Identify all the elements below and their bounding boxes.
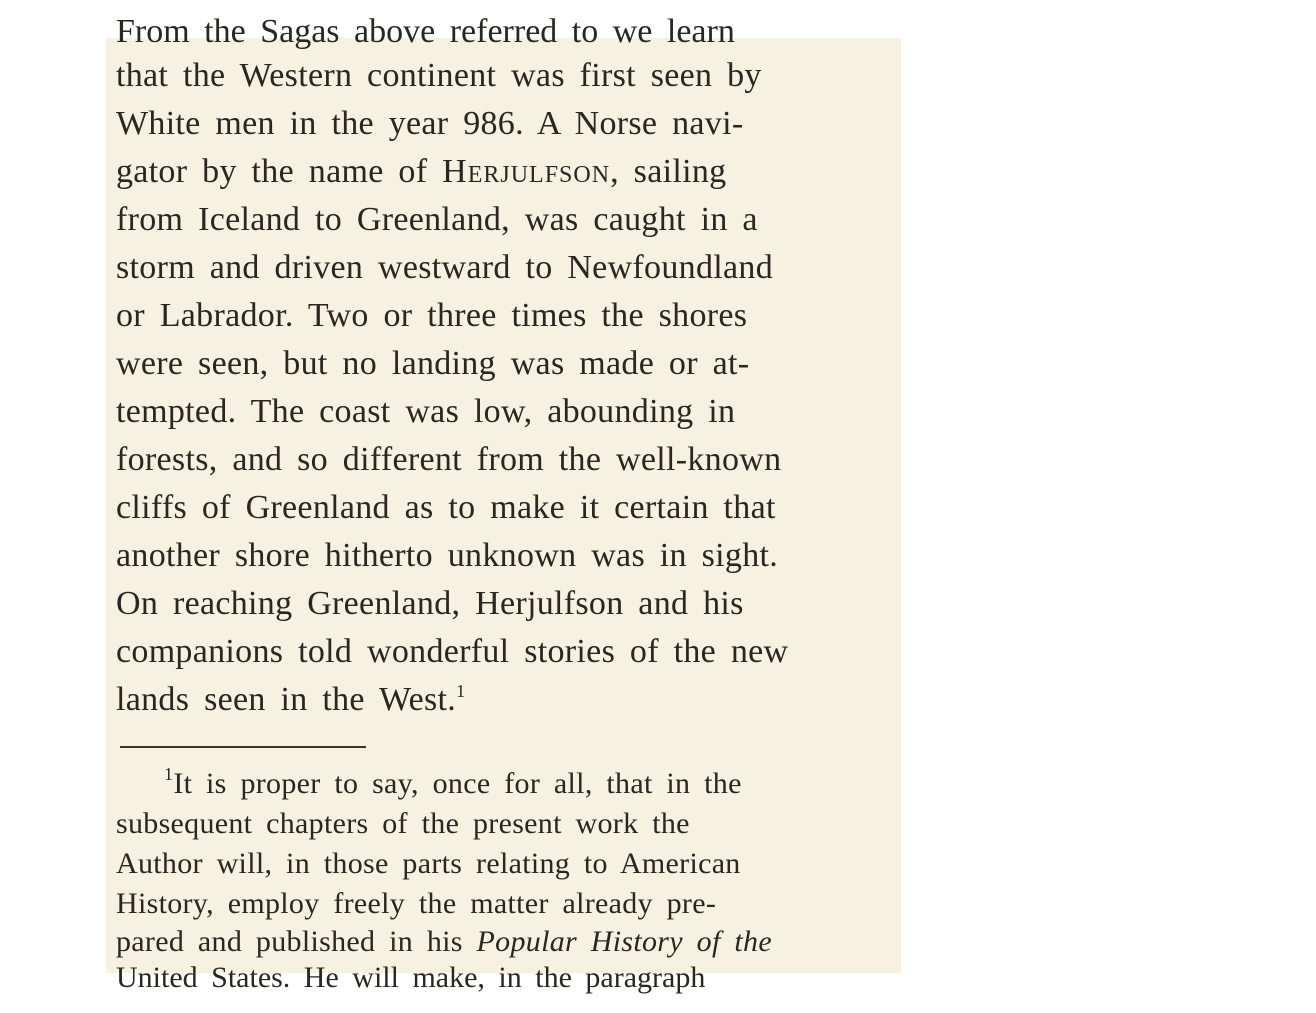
text-span: It is proper to say, once for all, that in the [173, 767, 742, 800]
scanned-page [106, 13, 901, 994]
book-title: Popular History of the [476, 925, 772, 958]
text-line: that the Western continent was first seen by [116, 57, 762, 94]
text-line: were seen, but no landing was made or at- [116, 345, 750, 382]
footnote-line: History, employ freely the matter already pre- [116, 887, 717, 920]
footnote-divider [120, 746, 366, 748]
text-line: from Iceland to Greenland, was caught in a [116, 201, 758, 238]
text-line: or Labrador. Two or three times the shores [116, 297, 748, 334]
footnote-line [116, 924, 772, 960]
footnote-reference: 1 [456, 681, 466, 701]
clipped-top-line: From the Sagas above referred to we learn [116, 13, 735, 50]
footnote-line [164, 766, 742, 802]
text-line: cliffs of Greenland as to make it certain that [116, 489, 776, 526]
text-line: companions told wonderful stories of the new [116, 633, 789, 670]
text-line: forests, and so different from the well-known [116, 441, 782, 478]
text-line [116, 152, 726, 192]
text-span: gator by the name of [116, 153, 443, 190]
name-herjulfson: Herjulfson [442, 153, 611, 190]
text-span: lands seen in the West. [116, 681, 457, 718]
footnote-line: Author will, in those parts relating to American [116, 847, 741, 880]
footnote-line: subsequent chapters of the present work the [116, 807, 690, 840]
text-line: On reaching Greenland, Herjulfson and his [116, 585, 744, 622]
text-span: , sailing [610, 153, 727, 190]
text-line: storm and driven westward to Newfoundland [116, 249, 773, 286]
text-line [116, 680, 465, 720]
clipped-bottom-line: United States. He will make, in the paragraph [116, 961, 706, 994]
footnote-marker: 1 [164, 764, 174, 784]
text-line: another shore hitherto unknown was in sight. [116, 537, 779, 574]
text-line: tempted. The coast was low, abounding in [116, 393, 736, 430]
text-span: pared and published in his [116, 925, 477, 958]
text-line: White men in the year 986. A Norse navi- [116, 105, 744, 142]
